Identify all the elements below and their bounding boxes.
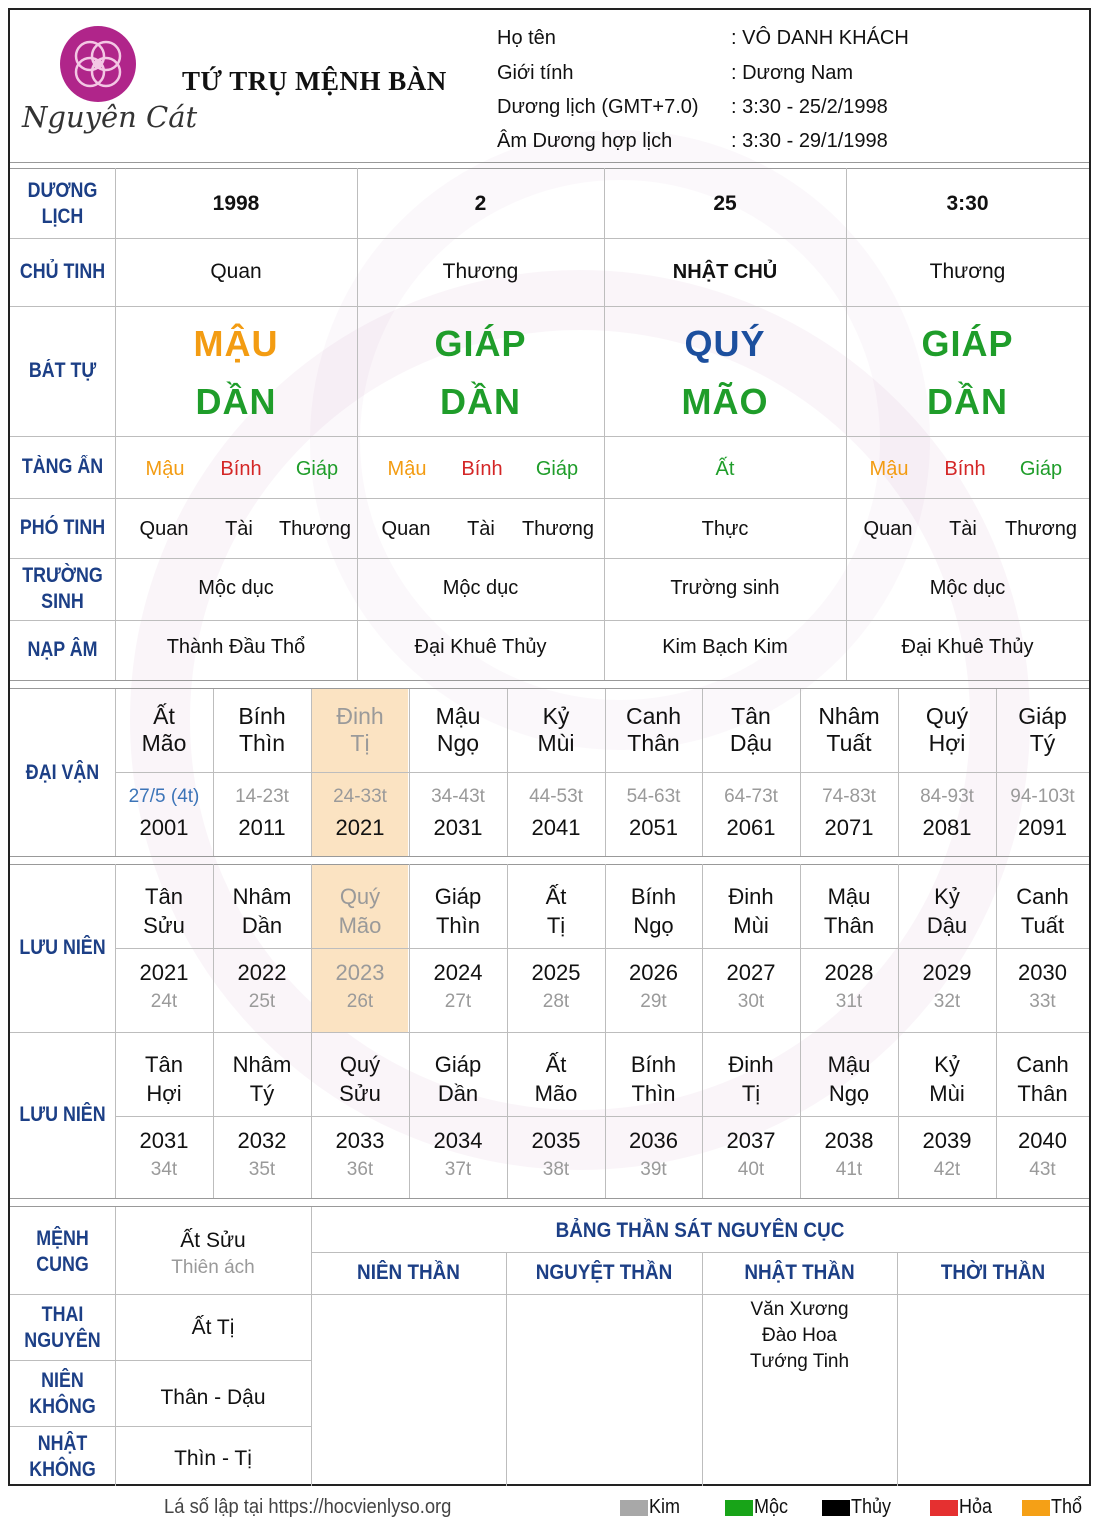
nhat-than-item: Đào Hoa — [762, 1325, 837, 1346]
luu-nien-chi: Tý — [249, 1081, 275, 1106]
dai-van-year: 2001 — [139, 815, 189, 840]
legend-label: Hỏa — [959, 1496, 993, 1518]
row-label-pho-tinh: PHÓ TINH — [19, 516, 106, 539]
menh-cung-sub: Thiên ách — [171, 1257, 255, 1278]
luu-nien-year: 2022 — [237, 960, 287, 985]
luu-nien-year: 2021 — [139, 960, 189, 985]
luu-nien-age: 37t — [444, 1159, 472, 1180]
header-thoi-than: THỜI THẦN — [940, 1261, 1046, 1284]
luu-nien-age: 35t — [248, 1159, 276, 1180]
luu-nien-chi: Thân — [1017, 1081, 1068, 1106]
legend-swatch — [725, 1500, 753, 1516]
pillar-month-can: GIÁP — [434, 323, 527, 364]
logo-icon — [60, 26, 136, 102]
field-value-lunar: : 3:30 - 29/1/1998 — [731, 130, 888, 152]
luu-nien-chi: Mão — [338, 913, 382, 938]
luu-nien-year: 2030 — [1018, 960, 1067, 985]
pillar-day-chi: MÃO — [681, 381, 769, 422]
luu-nien-chi: Mùi — [733, 913, 769, 938]
dai-van-age: 94-103t — [1010, 786, 1075, 807]
than-sat-title: BẢNG THẦN SÁT NGUYÊN CỤC — [555, 1219, 845, 1242]
dai-van-chi: Thìn — [238, 729, 286, 756]
dai-van-can: Đinh — [336, 702, 384, 729]
menh-cung-value: Ất Sửu — [180, 1229, 246, 1252]
footer-source-text: Lá số lập tại https://hocvienlyso.org — [164, 1496, 452, 1518]
luu-nien-year: 2038 — [824, 1128, 874, 1153]
luu-nien-can: Quý — [339, 1052, 381, 1077]
pillar-hour-chi: DẦN — [927, 381, 1008, 422]
luu-nien-year: 2031 — [139, 1128, 189, 1153]
pillar-hour-pho-tinh-3: Thương — [1004, 517, 1078, 540]
label-thai-nguyen: THAI NGUYÊN — [24, 1303, 101, 1352]
pillar-hour-value: 3:30 — [946, 192, 989, 215]
pillar-day-truong-sinh: Trường sinh — [670, 576, 780, 599]
luu-nien-year: 2040 — [1018, 1128, 1067, 1153]
luu-nien-can: Kỷ — [934, 1052, 960, 1077]
row-label-chu-tinh: CHỦ TINH — [19, 260, 106, 283]
pillar-year-pho-tinh-2: Tài — [225, 517, 253, 540]
header-nguyet-than: NGUYỆT THẦN — [535, 1261, 673, 1284]
luu-nien-age: 33t — [1029, 991, 1056, 1012]
field-value-solar: : 3:30 - 25/2/1998 — [731, 96, 888, 118]
pillar-month-tang-an-2: Bính — [461, 457, 503, 480]
brand-name: Nguyên Cát — [22, 100, 198, 134]
label-menh-cung: MỆNH CUNG — [36, 1227, 89, 1276]
dai-van-age: 24-33t — [333, 786, 387, 807]
row-label-bat-tu: BÁT TỰ — [28, 359, 97, 382]
field-label-solar: Dương lịch (GMT+7.0) — [497, 96, 699, 118]
pillar-month-truong-sinh: Mộc dục — [442, 576, 519, 599]
label-nien-khong: NIÊN KHÔNG — [29, 1369, 96, 1418]
dai-van-can: Kỷ — [542, 702, 570, 729]
pillar-day-chu-tinh: NHẬT CHỦ — [672, 260, 778, 283]
pillar-month-nap-am: Đại Khuê Thủy — [414, 635, 547, 658]
luu-nien-age: 41t — [835, 1159, 863, 1180]
nhat-than-item: Văn Xương — [750, 1299, 849, 1320]
nien-khong-value: Thân - Dậu — [160, 1386, 266, 1409]
luu-nien-can: Ất — [545, 1052, 567, 1077]
legend-label: Mộc — [754, 1496, 789, 1518]
pillar-month-pho-tinh-1: Quan — [381, 517, 431, 540]
pillar-year-chu-tinh: Quan — [210, 260, 262, 283]
dai-van-chi: Ngọ — [436, 729, 480, 756]
luu-nien-chi: Thân — [823, 913, 875, 938]
legend-label: Kim — [649, 1496, 681, 1518]
dai-van-age: 34-43t — [431, 786, 485, 807]
dai-van-can: Quý — [925, 702, 969, 729]
luu-nien-can: Tân — [145, 884, 183, 909]
label-nhat-khong: NHẬT KHÔNG — [29, 1432, 96, 1481]
luu-nien-can: Mậu — [827, 884, 871, 909]
pillar-hour-truong-sinh: Mộc dục — [929, 576, 1006, 599]
luu-nien-age: 43t — [1029, 1159, 1056, 1180]
dai-van-year: 2061 — [726, 815, 776, 840]
luu-nien-chi: Hợi — [146, 1081, 182, 1106]
dai-van-age: 27/5 (4t) — [128, 786, 200, 807]
legend-label: Thủy — [851, 1496, 892, 1518]
dai-van-can: Mậu — [435, 702, 481, 729]
page-title: TỨ TRỤ MỆNH BÀN — [182, 66, 447, 96]
dai-van-age: 54-63t — [626, 786, 681, 807]
legend-swatch — [1022, 1500, 1050, 1516]
luu-nien-age: 25t — [248, 991, 276, 1012]
luu-nien-can: Giáp — [434, 1052, 482, 1077]
dai-van-chi: Mùi — [537, 729, 575, 756]
luu-nien-can: Nhâm — [232, 1052, 292, 1077]
luu-nien-age: 32t — [933, 991, 961, 1012]
pillar-day-pho-tinh-1: Thực — [701, 517, 749, 540]
luu-nien-can: Canh — [1016, 884, 1069, 909]
pillar-year-tang-an-1: Mậu — [145, 457, 185, 480]
legend-swatch — [930, 1500, 958, 1516]
luu-nien-chi: Thìn — [631, 1081, 676, 1106]
legend-swatch — [822, 1500, 850, 1516]
luu-nien-chi: Dần — [437, 1081, 479, 1106]
luu-nien-can: Mậu — [827, 1052, 871, 1077]
luu-nien-can: Quý — [339, 884, 381, 909]
dai-van-year: 2091 — [1018, 815, 1067, 840]
thai-nguyen-value: Ất Tị — [191, 1316, 235, 1339]
field-value-name: : VÔ DANH KHÁCH — [731, 27, 909, 49]
luu-nien-can: Bính — [630, 884, 677, 909]
dai-van-can: Canh — [626, 702, 681, 729]
dai-van-age: 44-53t — [529, 786, 583, 807]
pillar-year-value: 1998 — [212, 192, 260, 215]
nhat-khong-value: Thìn - Tị — [174, 1447, 252, 1470]
dai-van-can: Nhâm — [818, 702, 880, 729]
luu-nien-year: 2024 — [433, 960, 483, 985]
luu-nien-age: 40t — [737, 1159, 765, 1180]
header-nhat-than: NHẬT THẦN — [744, 1261, 855, 1284]
pillar-month-chi: DẦN — [440, 381, 521, 422]
dai-van-chi: Thân — [627, 729, 680, 756]
pillar-hour-tang-an-3: Giáp — [1019, 457, 1063, 480]
pillar-hour-tang-an-1: Mậu — [869, 457, 909, 480]
luu-nien-chi: Tị — [546, 913, 566, 938]
luu-nien-age: 26t — [346, 991, 374, 1012]
luu-nien-year: 2033 — [335, 1128, 385, 1153]
luu-nien-can: Tân — [145, 1052, 183, 1077]
dai-van-age: 14-23t — [235, 786, 289, 807]
luu-nien-chi: Tuất — [1020, 913, 1065, 938]
luu-nien-age: 34t — [150, 1159, 178, 1180]
dai-van-year: 2051 — [629, 815, 678, 840]
dai-van-chi: Hợi — [928, 729, 966, 756]
luu-nien-year: 2036 — [629, 1128, 678, 1153]
pillar-year-pho-tinh-3: Thương — [278, 517, 352, 540]
row-label-luu-nien-1: LƯU NIÊN — [19, 936, 106, 959]
dai-van-year: 2071 — [824, 815, 874, 840]
pillar-hour-pho-tinh-2: Tài — [949, 517, 977, 540]
luu-nien-chi: Mão — [534, 1081, 578, 1106]
pillar-month-pho-tinh-3: Thương — [521, 517, 595, 540]
pillar-year-pho-tinh-1: Quan — [139, 517, 189, 540]
field-label-name: Họ tên — [497, 27, 556, 49]
dai-van-can: Tân — [731, 702, 771, 729]
luu-nien-can: Đinh — [728, 1052, 774, 1077]
dai-van-chi: Tị — [350, 729, 370, 756]
luu-nien-year: 2025 — [531, 960, 581, 985]
dai-van-chi: Tý — [1029, 729, 1056, 756]
pillar-day-value: 25 — [713, 192, 737, 215]
luu-nien-year: 2029 — [922, 960, 972, 985]
luu-nien-year: 2026 — [629, 960, 678, 985]
pillar-day-nap-am: Kim Bạch Kim — [662, 635, 788, 658]
field-value-gender: : Dương Nam — [731, 62, 854, 84]
row-label-luu-nien-2: LƯU NIÊN — [19, 1103, 106, 1126]
luu-nien-can: Bính — [630, 1052, 677, 1077]
dai-van-year: 2021 — [335, 815, 385, 840]
dai-van-can: Bính — [238, 702, 286, 729]
luu-nien-chi: Sửu — [339, 1081, 381, 1106]
luu-nien-age: 39t — [640, 1159, 667, 1180]
pillar-year-tang-an-3: Giáp — [295, 457, 339, 480]
pillar-day-tang-an-1: Ất — [715, 457, 735, 480]
pillar-day-can: QUÝ — [684, 323, 766, 364]
row-label-dai-van: ĐẠI VẬN — [25, 760, 100, 784]
luu-nien-age: 27t — [444, 991, 472, 1012]
luu-nien-chi: Sửu — [143, 913, 185, 938]
luu-nien-year: 2034 — [433, 1128, 483, 1153]
dai-van-year: 2011 — [238, 815, 286, 840]
dai-van-age: 74-83t — [822, 786, 876, 807]
row-label-nap-am: NẠP ÂM — [27, 638, 98, 661]
luu-nien-age: 42t — [933, 1159, 961, 1180]
row-label-duong-lich: DƯƠNG LỊCH — [27, 179, 98, 228]
luu-nien-can: Canh — [1016, 1052, 1069, 1077]
luu-nien-chi: Ngọ — [828, 1081, 870, 1106]
luu-nien-chi: Ngọ — [633, 913, 674, 938]
legend-swatch — [620, 1500, 648, 1516]
luu-nien-can: Đinh — [728, 884, 774, 909]
pillar-year-tang-an-2: Bính — [220, 457, 262, 480]
pillar-month-tang-an-3: Giáp — [535, 457, 579, 480]
field-label-lunar: Âm Dương hợp lịch — [497, 130, 673, 152]
luu-nien-can: Nhâm — [232, 884, 292, 909]
pillar-year-chi: DẦN — [195, 381, 277, 422]
pillar-month-chu-tinh: Thương — [442, 260, 519, 283]
luu-nien-chi: Tị — [741, 1081, 761, 1106]
dai-van-age: 84-93t — [920, 786, 974, 807]
luu-nien-age: 31t — [835, 991, 863, 1012]
luu-nien-age: 29t — [640, 991, 667, 1012]
pillar-hour-can: GIÁP — [921, 323, 1014, 364]
pillar-hour-nap-am: Đại Khuê Thủy — [901, 635, 1034, 658]
pillar-month-pho-tinh-2: Tài — [467, 517, 495, 540]
luu-nien-year: 2027 — [726, 960, 776, 985]
luu-nien-year: 2028 — [824, 960, 874, 985]
luu-nien-chi: Thìn — [435, 913, 481, 938]
row-label-tang-an: TÀNG ẨN — [21, 455, 104, 478]
pillar-year-truong-sinh: Mộc dục — [198, 576, 274, 599]
field-label-gender: Giới tính — [497, 62, 574, 84]
luu-nien-can: Kỷ — [934, 884, 960, 909]
dai-van-year: 2031 — [433, 815, 483, 840]
legend-label: Thổ — [1051, 1496, 1083, 1518]
luu-nien-age: 30t — [737, 991, 765, 1012]
pillar-hour-pho-tinh-1: Quan — [863, 517, 913, 540]
luu-nien-year: 2039 — [922, 1128, 972, 1153]
luu-nien-can: Ất — [545, 884, 567, 909]
luu-nien-age: 24t — [150, 991, 178, 1012]
dai-van-chi: Mão — [141, 729, 187, 756]
nhat-than-item: Tướng Tinh — [749, 1351, 850, 1372]
dai-van-can: Giáp — [1018, 702, 1067, 729]
dai-van-chi: Dậu — [729, 729, 773, 756]
dai-van-year: 2081 — [922, 815, 972, 840]
luu-nien-chi: Dậu — [926, 913, 968, 938]
luu-nien-chi: Mùi — [929, 1081, 965, 1106]
luu-nien-chi: Dần — [241, 913, 283, 938]
dai-van-chi: Tuất — [826, 729, 872, 756]
luu-nien-age: 28t — [542, 991, 570, 1012]
pillar-month-value: 2 — [474, 192, 487, 215]
dai-van-year: 2041 — [531, 815, 581, 840]
pillar-hour-chu-tinh: Thương — [929, 260, 1006, 283]
dai-van-age: 64-73t — [724, 786, 778, 807]
luu-nien-can: Giáp — [434, 884, 482, 909]
pillar-year-can: MẬU — [193, 323, 279, 364]
pillar-month-tang-an-1: Mậu — [387, 457, 427, 480]
dai-van-can: Ất — [153, 702, 175, 729]
header-nien-than: NIÊN THẦN — [357, 1261, 460, 1284]
pillar-hour-tang-an-2: Bính — [944, 457, 986, 480]
luu-nien-age: 38t — [542, 1159, 570, 1180]
luu-nien-age: 36t — [346, 1159, 374, 1180]
luu-nien-year: 2032 — [237, 1128, 287, 1153]
luu-nien-year: 2035 — [531, 1128, 581, 1153]
luu-nien-year: 2023 — [335, 960, 385, 985]
luu-nien-year: 2037 — [726, 1128, 776, 1153]
pillar-year-nap-am: Thành Đầu Thổ — [166, 635, 306, 658]
row-label-truong-sinh: TRƯỜNG SINH — [22, 564, 103, 613]
